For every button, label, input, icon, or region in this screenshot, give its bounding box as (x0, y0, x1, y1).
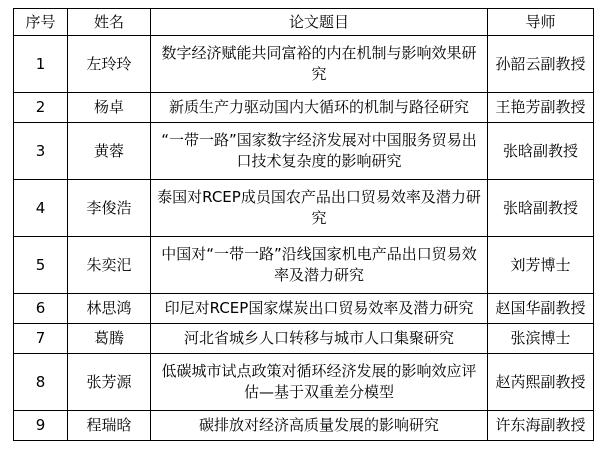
thesis-title: 泰国对RCEP成员国农产品出口贸易效率及潜力研究 (151, 180, 488, 237)
table-row (14, 294, 594, 324)
table-row (14, 93, 594, 123)
thesis-title: “一带一路”国家数字经济发展对中国服务贸易出口技术复杂度的影响研究 (151, 123, 488, 180)
table-row (14, 123, 594, 180)
thesis-title: 印尼对RCEP国家煤炭出口贸易效率及潜力研究 (151, 294, 488, 324)
student-name: 李俊浩 (68, 180, 151, 237)
advisor-name: 张滨博士 (488, 324, 594, 354)
thesis-title: 河北省城乡人口转移与城市人口集聚研究 (151, 324, 488, 354)
student-name: 朱奕汜 (68, 237, 151, 294)
thesis-title: 中国对“一带一路”沿线国家机电产品出口贸易效率及潜力研究 (151, 237, 488, 294)
header-number: 序号 (14, 9, 68, 36)
row-number: 2 (14, 93, 68, 123)
row-number: 3 (14, 123, 68, 180)
student-name: 杨卓 (68, 93, 151, 123)
student-name: 左玲玲 (68, 36, 151, 93)
student-name: 程瑞晗 (68, 411, 151, 441)
advisor-name: 王艳芳副教授 (488, 93, 594, 123)
header-name: 姓名 (68, 9, 151, 36)
advisor-name: 赵国华副教授 (488, 294, 594, 324)
header-row (14, 9, 594, 36)
thesis-title: 碳排放对经济高质量发展的影响研究 (151, 411, 488, 441)
thesis-title: 新质生产力驱动国内大循环的机制与路径研究 (151, 93, 488, 123)
header-title: 论文题目 (151, 9, 488, 36)
student-name: 林思鸿 (68, 294, 151, 324)
row-number: 4 (14, 180, 68, 237)
thesis-title: 低碳城市试点政策对循环经济发展的影响效应评估—基于双重差分模型 (151, 354, 488, 411)
student-name: 黄蓉 (68, 123, 151, 180)
advisor-name: 赵芮熙副教授 (488, 354, 594, 411)
row-number: 5 (14, 237, 68, 294)
row-number: 6 (14, 294, 68, 324)
table-row (14, 36, 594, 93)
advisor-name: 刘芳博士 (488, 237, 594, 294)
student-name: 葛腾 (68, 324, 151, 354)
row-number: 7 (14, 324, 68, 354)
header-advisor: 导师 (488, 9, 594, 36)
thesis-title: 数字经济赋能共同富裕的内在机制与影响效果研究 (151, 36, 488, 93)
row-number: 1 (14, 36, 68, 93)
table-row (14, 237, 594, 294)
table-header (14, 9, 594, 36)
table-row (14, 180, 594, 237)
table-row (14, 354, 594, 411)
row-number: 8 (14, 354, 68, 411)
advisor-name: 孙韶云副教授 (488, 36, 594, 93)
thesis-table (13, 8, 594, 441)
table-body (14, 36, 594, 441)
advisor-name: 许东海副教授 (488, 411, 594, 441)
advisor-name: 张晗副教授 (488, 180, 594, 237)
table-row (14, 411, 594, 441)
row-number: 9 (14, 411, 68, 441)
advisor-name: 张晗副教授 (488, 123, 594, 180)
table-row (14, 324, 594, 354)
student-name: 张芳源 (68, 354, 151, 411)
